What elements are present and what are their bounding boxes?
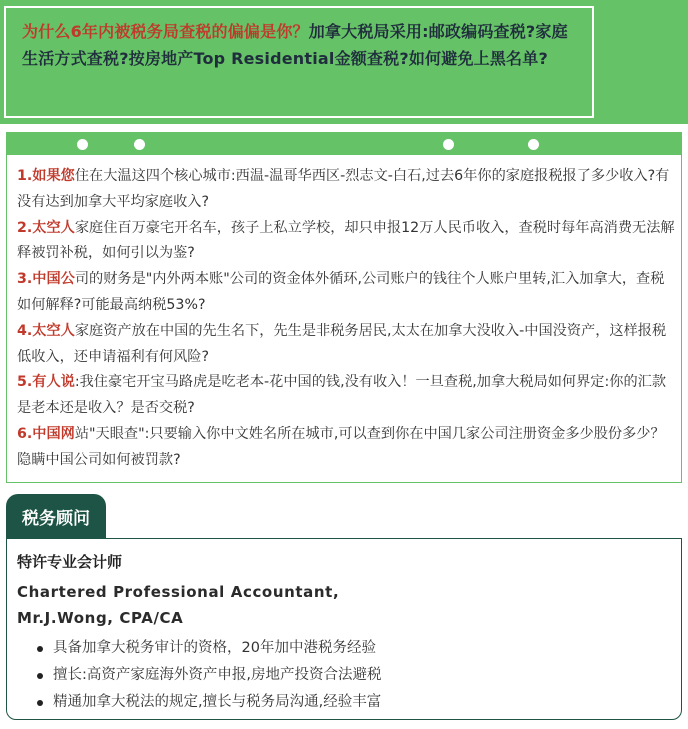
advisor-points xyxy=(17,635,671,716)
advisor-point-text: 精通加拿大税法的规定,擅长与税务局沟通,经验丰富 xyxy=(53,694,382,710)
questions-card xyxy=(6,132,682,483)
question-item xyxy=(17,370,677,422)
bullet-icon xyxy=(37,646,43,652)
question-text: 站"天眼查":只要输入你中文姓名所在城市,可以查到你在中国几家公司注册资金多少股份多少？隐瞒中国公司如何被罚款? xyxy=(17,425,665,468)
question-lead: 3.中国公 xyxy=(17,271,75,288)
advisor-name: Mr.J.Wong, CPA/CA xyxy=(17,609,184,627)
question-item xyxy=(17,267,677,319)
dot-icon xyxy=(528,139,539,150)
question-item xyxy=(17,164,677,216)
advisor-point-text: 擅长:高资产家庭海外资产申报,房地产投资合法避税 xyxy=(53,667,382,683)
advisor-box xyxy=(6,538,682,720)
advisor-tab: 税务顾问 xyxy=(6,494,106,538)
question-text: 家庭住百万豪宅开名车，孩子上私立学校，却只申报12万人民币收入，查税时每年高消费无法解释被罚补税，如何引以为鉴? xyxy=(17,219,675,262)
question-lead: 6.中国网 xyxy=(17,425,75,442)
dot-icon xyxy=(443,139,454,150)
question-lead: 4.太空人 xyxy=(17,322,75,339)
question-lead: 2.太空人 xyxy=(17,219,75,236)
header-banner xyxy=(0,0,688,124)
advisor-point xyxy=(35,662,671,689)
question-text: 家庭资产放在中国的先生名下，先生是非税务居民,太太在加拿大没收入-中国没资产，这样报税低收入，还申请福利有何风险? xyxy=(17,322,667,365)
headline-red: 为什么6年内被税务局查税的偏偏是你？ xyxy=(22,22,309,41)
advisor-point xyxy=(35,689,671,716)
advisor-title-cn: 特许专业会计师 xyxy=(17,553,123,571)
question-text: 住在大温这四个核心城市:西温-温哥华西区-烈志文-白石,过去6年你的家庭报税报了多少收入?有没有达到加拿大平均家庭收入? xyxy=(17,168,670,210)
bullet-icon xyxy=(37,673,43,679)
headline-dark: 加拿大税局采用:邮政编码查税?家庭生活方式查税?按房地产Top Residential金额查税?如何避免上黑名单? xyxy=(22,22,568,68)
question-text: :我住豪宅开宝马路虎是吃老本-花中国的钱,没有收入！一旦查税,加拿大税局如何界定:你的汇款是老本还是收入？是否交税? xyxy=(17,374,667,417)
headline-box xyxy=(4,6,594,118)
decorative-strip xyxy=(7,133,681,155)
dot-icon xyxy=(77,139,88,150)
question-lead: 5.有人说 xyxy=(17,374,75,391)
question-item xyxy=(17,319,677,371)
question-list xyxy=(17,164,677,474)
bullet-icon xyxy=(37,700,43,706)
dot-icon xyxy=(134,139,145,150)
question-text: 司的财务是"内外两本账"公司的资金体外循环,公司账户的钱往个人账户里转,汇入加拿大，查税如何解释?可能最高纳税53%? xyxy=(17,271,665,313)
advisor-point xyxy=(35,635,671,662)
question-lead: 1.如果您 xyxy=(17,168,75,184)
advisor-point-text: 具备加拿大税务审计的资格，20年加中港税务经验 xyxy=(53,640,376,656)
question-item xyxy=(17,216,677,268)
advisor-title-en: Chartered Professional Accountant, xyxy=(17,583,340,601)
question-item xyxy=(17,422,677,474)
